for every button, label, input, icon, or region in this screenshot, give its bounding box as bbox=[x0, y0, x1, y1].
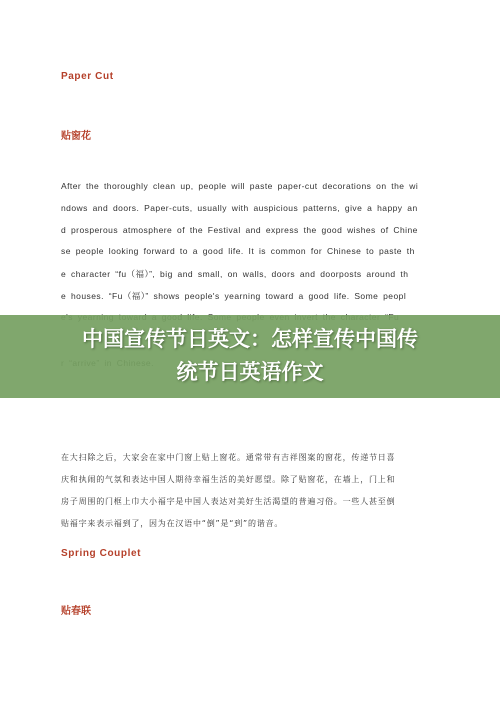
section-heading-en-paper-cut: Paper Cut bbox=[61, 71, 114, 82]
banner-title-line: 统节日英语作文 bbox=[176, 360, 324, 384]
banner-title bbox=[0, 323, 500, 389]
paragraph-line: e houses. “Fu（福）” shows people's yearning toward a good life. Some peopl bbox=[61, 291, 407, 301]
paragraph-line: ndows and doors. Paper-cuts, usually with auspicious patterns, give a happy an bbox=[61, 202, 418, 213]
section-heading-en-spring-couplet: Spring Couplet bbox=[61, 548, 142, 559]
paragraph-line: se people looking forward to a good life. It is common for Chinese to paste th bbox=[61, 246, 415, 257]
paragraph-line: 在大扫除之后，大家会在家中门窗上贴上窗花。通常带有吉祥图案的窗花，传递节日喜 bbox=[61, 453, 396, 462]
section-heading-zh-spring-couplet: 贴春联 bbox=[61, 606, 91, 617]
paragraph-line: 庆和执闹的气氛和表达中国人期待幸福生活的美好愿望。除了贴窗花，在墙上，门上和 bbox=[61, 475, 396, 484]
title-banner bbox=[0, 315, 500, 398]
paragraph-line: 贴福字来表示福到了，因为在汉语中“倒”是“到”的谐音。 bbox=[61, 519, 284, 528]
paragraph-line: e character “fu（福）”, big and small, on walls, doors and doorposts around th bbox=[61, 269, 409, 280]
banner-title-line: 中国宣传节日英文：怎样宣传中国传 bbox=[82, 327, 418, 351]
section-heading-zh-paper-cut: 贴窗花 bbox=[61, 131, 91, 142]
paragraph-line: 房子周围的门框上巾大小福字是中国人表达对美好生活渴望的普遍习俗。一些人甚至倒 bbox=[61, 497, 396, 506]
paragraph-line: d prosperous atmosphere of the Festival and express the good wishes of Chine bbox=[61, 224, 418, 235]
paragraph-line: After the thoroughly clean up, people will paste paper-cut decorations on the wi bbox=[61, 181, 419, 191]
